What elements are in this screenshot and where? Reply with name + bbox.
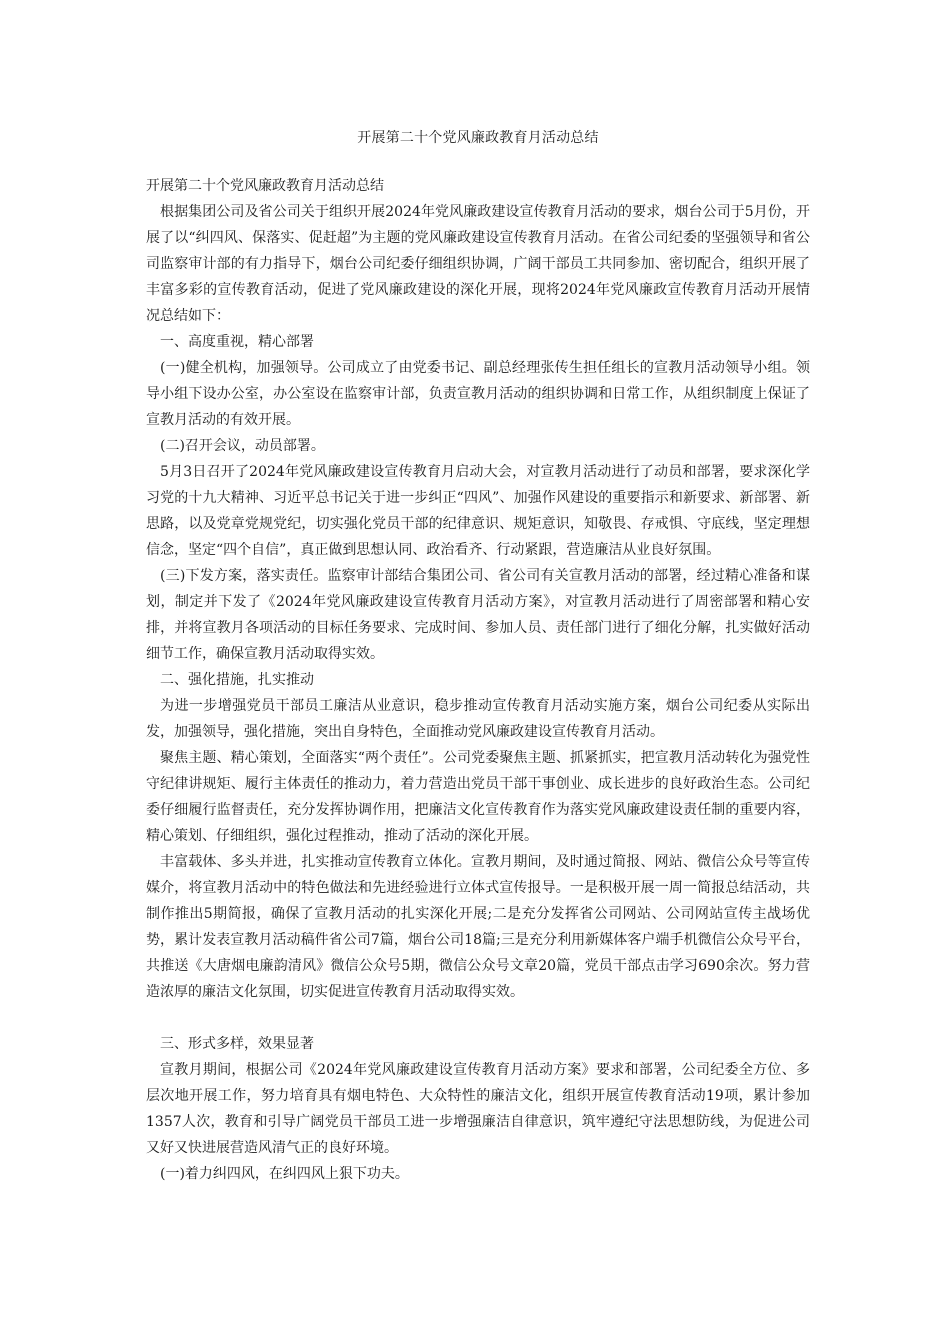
- section-2-paragraph-2: 聚焦主题、精心策划，全面落实“两个责任”。公司党委聚焦主题、抓紧抓实，把宣教月活动转化为强党性守纪律讲规矩、履行主体责任的推动力，着力营造出党员干部干事创业、成长进步的良好政治生态。公司纪委仔细履行监督责任，充分发挥协调作用，把廉洁文化宣传教育作为落实党风廉政建设责任制的重要内容，精心策划、仔细组织，强化过程推动，推动了活动的深化开展。: [146, 750, 810, 844]
- section-2-heading: 二、强化措施，扎实推动: [160, 672, 314, 688]
- document-body: [146, 173, 810, 1187]
- section-3-paragraph-2: (一)着力纠四风，在纠四风上狠下功夫。: [160, 1166, 409, 1182]
- body-heading: 开展第二十个党风廉政教育月活动总结: [146, 178, 384, 194]
- section-1-heading: 一、高度重视，精心部署: [160, 334, 314, 350]
- section-1-paragraph-4: (三)下发方案，落实责任。监察审计部结合集团公司、省公司有关宣教月活动的部署，经过精心准备和谋划，制定并下发了《2024年党风廉政建设宣传教育月活动方案》，对宣教月活动进行了周密部署和精心安排，并将宣教月各项活动的目标任务要求、完成时间、参加人员、责任部门进行了细化分解，扎实做好活动细节工作，确保宣教月活动取得实效。: [146, 568, 810, 662]
- paragraph-gap: [146, 1005, 810, 1031]
- intro-paragraph: 根据集团公司及省公司关于组织开展2024年党风廉政建设宣传教育月活动的要求，烟台公司于5月份，开展了以“纠四风、保落实、促赶超”为主题的党风廉政建设宣传教育月活动。在省公司纪委的坚强领导和省公司监察审计部的有力指导下，烟台公司纪委仔细组织协调，广阔干部员工共同参加、密切配合，组织开展了丰富多彩的宣传教育活动，促进了党风廉政建设的深化开展，现将2024年党风廉政宣传教育月活动开展情况总结如下：: [146, 204, 810, 324]
- section-2-paragraph-1: 为进一步增强党员干部员工廉洁从业意识，稳步推动宣传教育月活动实施方案，烟台公司纪委从实际出发，加强领导，强化措施，突出自身特色，全面推动党风廉政建设宣传教育月活动。: [146, 698, 810, 740]
- section-2-paragraph-3: 丰富载体、多头并进，扎实推动宣传教育立体化。宣教月期间，及时通过简报、网站、微信公众号等宣传媒介，将宣教月活动中的特色做法和先进经验进行立体式宣传报导。一是积极开展一周一简报总结活动，共制作推出5期简报，确保了宣教月活动的扎实深化开展;二是充分发挥省公司网站、公司网站宣传主战场优势，累计发表宣教月活动稿件省公司7篇，烟台公司18篇;三是充分利用新媒体客户端手机微信公众号平台，共推送《大唐烟电廉韵清风》微信公众号5期，微信公众号文章20篇，党员干部点击学习690余次。努力营造浓厚的廉洁文化氛围，切实促进宣传教育月活动取得实效。: [146, 854, 810, 1000]
- section-1-paragraph-1: (一)健全机构，加强领导。公司成立了由党委书记、副总经理张传生担任组长的宣教月活动领导小组。领导小组下设办公室，办公室设在监察审计部，负责宣教月活动的组织协调和日常工作，从组织制度上保证了宣教月活动的有效开展。: [146, 360, 810, 428]
- section-3-heading: 三、形式多样，效果显著: [160, 1036, 314, 1052]
- document-title: 开展第二十个党风廉政教育月活动总结: [357, 130, 599, 146]
- section-1-paragraph-3: 5月3日召开了2024年党风廉政建设宣传教育月启动大会，对宣教月活动进行了动员和部署，要求深化学习党的十九大精神、习近平总书记关于进一步纠正“四风”、加强作风建设的重要指示和新要求、新部署、新思路，以及党章党规党纪，切实强化党员干部的纪律意识、规矩意识，知敬畏、存戒惧、守底线，坚定理想信念，坚定“四个自信”，真正做到思想认同、政治看齐、行动紧跟，营造廉洁从业良好氛围。: [146, 464, 810, 558]
- section-3-paragraph-1: 宣教月期间，根据公司《2024年党风廉政建设宣传教育月活动方案》要求和部署，公司纪委全方位、多层次地开展工作，努力培育具有烟电特色、大众特性的廉洁文化，组织开展宣传教育活动19项，累计参加1357人次，教育和引导广阔党员干部员工进一步增强廉洁自律意识，筑牢遵纪守法思想防线，为促进公司又好又快进展营造风清气正的良好环境。: [146, 1062, 810, 1156]
- section-1-paragraph-2: (二)召开会议，动员部署。: [160, 438, 325, 454]
